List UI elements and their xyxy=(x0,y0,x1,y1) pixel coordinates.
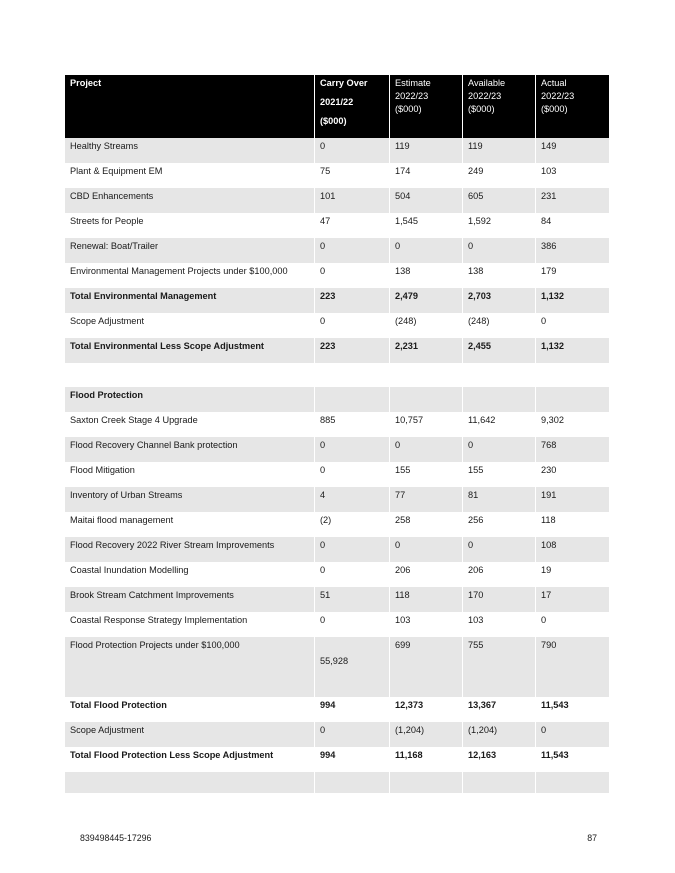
table-row xyxy=(65,462,610,487)
estimate-cell: (248) xyxy=(390,313,463,338)
estimate-cell: 2,479 xyxy=(390,288,463,313)
estimate-cell: 504 xyxy=(390,188,463,213)
total-row xyxy=(65,697,610,722)
actual-cell: 108 xyxy=(536,537,610,562)
project-cell: Flood Recovery 2022 River Stream Improvements xyxy=(65,537,315,562)
actual-cell: 84 xyxy=(536,213,610,238)
available-cell: 12,163 xyxy=(463,747,536,772)
available-cell: 0 xyxy=(463,238,536,263)
estimate-cell: 119 xyxy=(390,138,463,163)
table-row xyxy=(65,163,610,188)
header-estimate: Estimate 2022/23 ($000) xyxy=(390,75,463,138)
total-row xyxy=(65,288,610,313)
project-cell: Environmental Management Projects under $100,000 xyxy=(65,263,315,288)
table-row xyxy=(65,138,610,163)
actual-cell: 191 xyxy=(536,487,610,512)
header-row xyxy=(65,75,610,138)
actual-cell: 231 xyxy=(536,188,610,213)
table-row xyxy=(65,537,610,562)
estimate-cell: 77 xyxy=(390,487,463,512)
carry-over-cell: 101 xyxy=(315,188,390,213)
actual-cell: 0 xyxy=(536,722,610,747)
table-row xyxy=(65,487,610,512)
actual-cell: 768 xyxy=(536,437,610,462)
carry-over-cell: 55,928 xyxy=(315,637,390,697)
spacer-row xyxy=(65,363,610,387)
available-cell: 2,455 xyxy=(463,338,536,363)
estimate-cell: 2,231 xyxy=(390,338,463,363)
project-cell: Flood Protection Projects under $100,000 xyxy=(65,637,315,697)
table-row xyxy=(65,412,610,437)
table-row xyxy=(65,587,610,612)
table-header xyxy=(65,75,610,138)
available-cell: 0 xyxy=(463,537,536,562)
actual-cell: 17 xyxy=(536,587,610,612)
estimate-cell: 0 xyxy=(390,437,463,462)
available-cell: 256 xyxy=(463,512,536,537)
carry-over-cell: 0 xyxy=(315,562,390,587)
project-cell: Plant & Equipment EM xyxy=(65,163,315,188)
estimate-cell: 12,373 xyxy=(390,697,463,722)
estimate-cell: 11,168 xyxy=(390,747,463,772)
available-cell: 155 xyxy=(463,462,536,487)
project-cell: Coastal Response Strategy Implementation xyxy=(65,612,315,637)
carry-over-cell: 4 xyxy=(315,487,390,512)
actual-cell: 0 xyxy=(536,612,610,637)
header-carry-over: Carry Over 2021/22 ($000) xyxy=(315,75,390,138)
project-cell: Scope Adjustment xyxy=(65,313,315,338)
table-body xyxy=(65,138,610,793)
estimate-cell: 138 xyxy=(390,263,463,288)
project-cell: Saxton Creek Stage 4 Upgrade xyxy=(65,412,315,437)
project-cell: CBD Enhancements xyxy=(65,188,315,213)
actual-cell: 230 xyxy=(536,462,610,487)
carry-over-cell: 994 xyxy=(315,747,390,772)
carry-over-cell: 0 xyxy=(315,612,390,637)
table-row xyxy=(65,213,610,238)
carry-over-cell: 0 xyxy=(315,313,390,338)
section-heading-row xyxy=(65,387,610,412)
estimate-cell: 10,757 xyxy=(390,412,463,437)
document-id: 839498445-17296 xyxy=(80,833,152,843)
actual-cell: 149 xyxy=(536,138,610,163)
header-actual: Actual 2022/23 ($000) xyxy=(536,75,610,138)
header-available: Available 2022/23 ($000) xyxy=(463,75,536,138)
carry-over-cell: 51 xyxy=(315,587,390,612)
actual-cell: 19 xyxy=(536,562,610,587)
actual-cell: 103 xyxy=(536,163,610,188)
project-cell: Scope Adjustment xyxy=(65,722,315,747)
estimate-cell: (1,204) xyxy=(390,722,463,747)
available-cell: (248) xyxy=(463,313,536,338)
table-row xyxy=(65,188,610,213)
actual-cell: 1,132 xyxy=(536,338,610,363)
table-row xyxy=(65,722,610,747)
actual-cell: 179 xyxy=(536,263,610,288)
carry-over-cell: 885 xyxy=(315,412,390,437)
available-cell: 170 xyxy=(463,587,536,612)
table-row xyxy=(65,512,610,537)
carry-over-cell: 223 xyxy=(315,288,390,313)
actual-cell: 118 xyxy=(536,512,610,537)
available-cell: 249 xyxy=(463,163,536,188)
available-cell: 81 xyxy=(463,487,536,512)
available-cell: 119 xyxy=(463,138,536,163)
estimate-cell: 174 xyxy=(390,163,463,188)
carry-over-cell: 0 xyxy=(315,263,390,288)
actual-cell: 790 xyxy=(536,637,610,697)
project-cell: Brook Stream Catchment Improvements xyxy=(65,587,315,612)
actual-cell: 11,543 xyxy=(536,697,610,722)
carry-over-cell: 0 xyxy=(315,722,390,747)
carry-over-cell: 75 xyxy=(315,163,390,188)
actual-cell: 1,132 xyxy=(536,288,610,313)
available-cell: 605 xyxy=(463,188,536,213)
estimate-cell: 118 xyxy=(390,587,463,612)
table-row xyxy=(65,437,610,462)
project-cell: Total Environmental Less Scope Adjustment xyxy=(65,338,315,363)
estimate-cell: 258 xyxy=(390,512,463,537)
available-cell: 755 xyxy=(463,637,536,697)
table-row xyxy=(65,313,610,338)
page-number: 87 xyxy=(587,833,597,843)
capital-projects-table xyxy=(65,75,610,793)
project-cell: Total Environmental Management xyxy=(65,288,315,313)
available-cell: 11,642 xyxy=(463,412,536,437)
available-cell: 1,592 xyxy=(463,213,536,238)
header-project: Project xyxy=(65,75,315,138)
project-cell: Streets for People xyxy=(65,213,315,238)
carry-over-cell: (2) xyxy=(315,512,390,537)
table-row xyxy=(65,238,610,263)
blank-row xyxy=(65,772,610,793)
carry-over-cell: 0 xyxy=(315,537,390,562)
estimate-cell: 0 xyxy=(390,537,463,562)
available-cell: 103 xyxy=(463,612,536,637)
project-cell: Healthy Streams xyxy=(65,138,315,163)
carry-over-cell: 0 xyxy=(315,238,390,263)
actual-cell: 11,543 xyxy=(536,747,610,772)
table-row xyxy=(65,637,610,697)
project-cell: Coastal Inundation Modelling xyxy=(65,562,315,587)
table-row xyxy=(65,612,610,637)
project-cell: Total Flood Protection xyxy=(65,697,315,722)
estimate-cell: 206 xyxy=(390,562,463,587)
estimate-cell: 103 xyxy=(390,612,463,637)
carry-over-cell: 0 xyxy=(315,138,390,163)
carry-over-cell: 994 xyxy=(315,697,390,722)
carry-over-cell: 0 xyxy=(315,462,390,487)
total-row xyxy=(65,747,610,772)
available-cell: 2,703 xyxy=(463,288,536,313)
available-cell: 206 xyxy=(463,562,536,587)
carry-over-cell: 0 xyxy=(315,437,390,462)
project-cell: Inventory of Urban Streams xyxy=(65,487,315,512)
project-cell: Total Flood Protection Less Scope Adjustment xyxy=(65,747,315,772)
project-cell: Flood Recovery Channel Bank protection xyxy=(65,437,315,462)
available-cell: 138 xyxy=(463,263,536,288)
estimate-cell: 0 xyxy=(390,238,463,263)
section-heading: Flood Protection xyxy=(65,387,315,412)
project-cell: Maitai flood management xyxy=(65,512,315,537)
actual-cell: 0 xyxy=(536,313,610,338)
total-row xyxy=(65,338,610,363)
estimate-cell: 1,545 xyxy=(390,213,463,238)
available-cell: 0 xyxy=(463,437,536,462)
available-cell: (1,204) xyxy=(463,722,536,747)
estimate-cell: 699 xyxy=(390,637,463,697)
table-row xyxy=(65,562,610,587)
project-cell: Renewal: Boat/Trailer xyxy=(65,238,315,263)
available-cell: 13,367 xyxy=(463,697,536,722)
table-row xyxy=(65,263,610,288)
actual-cell: 386 xyxy=(536,238,610,263)
carry-over-cell: 223 xyxy=(315,338,390,363)
estimate-cell: 155 xyxy=(390,462,463,487)
carry-over-cell: 47 xyxy=(315,213,390,238)
actual-cell: 9,302 xyxy=(536,412,610,437)
project-cell: Flood Mitigation xyxy=(65,462,315,487)
